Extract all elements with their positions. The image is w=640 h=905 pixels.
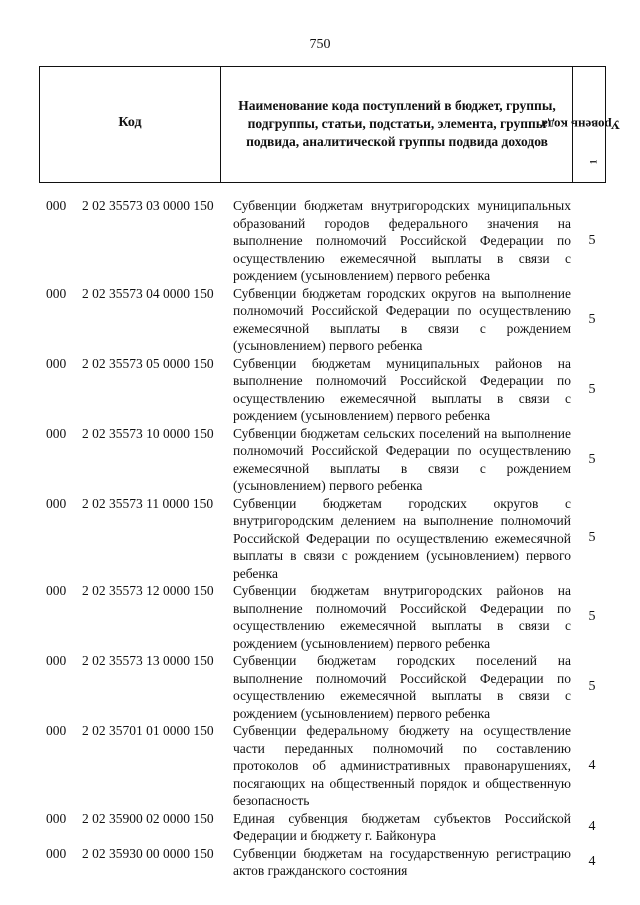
header-level-footnote: 1 xyxy=(588,159,599,164)
page-number: 750 xyxy=(309,37,331,52)
row-income-code: 2 02 35573 05 0000 150 xyxy=(82,355,214,371)
table-row xyxy=(0,285,640,355)
row-level: 5 xyxy=(588,451,596,467)
row-income-code: 2 02 35573 04 0000 150 xyxy=(82,285,214,301)
table-header xyxy=(39,66,620,183)
table-row xyxy=(0,652,640,722)
row-income-code: 2 02 35573 03 0000 150 xyxy=(82,198,214,213)
row-income-code: 2 02 35900 02 0000 150 xyxy=(82,810,214,826)
row-level: 5 xyxy=(588,609,596,624)
row-admin-code: 000 xyxy=(46,583,67,598)
header-level-label: Уровень кода xyxy=(540,117,620,133)
table-row xyxy=(0,582,640,652)
row-admin-code: 000 xyxy=(46,198,67,213)
row-admin-code: 000 xyxy=(46,845,67,861)
row-name: Субвенции бюджетам сельских поселений на выполнение полномочий Российской Федерации по осуществлению ежемесячной выплаты в связи с рождением (усыновлением) первого ребенка xyxy=(233,425,571,493)
row-admin-code: 000 xyxy=(46,285,67,301)
row-admin-code: 000 xyxy=(46,653,67,668)
row-admin-code: 000 xyxy=(46,723,67,738)
row-level: 4 xyxy=(588,757,596,773)
table-row xyxy=(0,197,640,285)
header-name: Наименование кода поступлений в бюджет, группы, подгруппы, статьи, подстатьи, элемента, группы подвида, аналитической группы подвида доходов xyxy=(238,98,556,149)
row-name: Субвенции бюджетам городских поселений на выполнение полномочий Российской Федерации по осуществлению ежемесячной выплаты в связи с рождением (усыновлением) первого ребенка xyxy=(233,653,571,721)
row-level: 5 xyxy=(588,679,596,694)
table-row xyxy=(0,355,640,425)
row-level: 5 xyxy=(588,311,596,327)
table-row xyxy=(0,425,640,495)
table-row xyxy=(0,495,640,583)
row-level: 5 xyxy=(588,530,596,546)
row-admin-code: 000 xyxy=(46,495,67,511)
row-admin-code: 000 xyxy=(46,355,67,371)
row-income-code: 2 02 35701 01 0000 150 xyxy=(82,723,214,738)
row-income-code: 2 02 35573 10 0000 150 xyxy=(82,425,214,441)
header-code: Код xyxy=(118,115,142,130)
row-admin-code: 000 xyxy=(46,425,67,441)
row-name: Субвенции бюджетам на государственную регистрацию актов гражданского состояния xyxy=(233,845,571,878)
table-row xyxy=(0,722,640,810)
row-income-code: 2 02 35573 12 0000 150 xyxy=(82,583,214,598)
table-row xyxy=(0,845,640,880)
row-admin-code: 000 xyxy=(46,810,67,826)
row-name: Субвенции бюджетам городских округов с внутригородским делением на выполнение полномочий Российской Федерации по осуществлению ежемесячной выплаты в связи с рождением (усыновлением) первого ребенка xyxy=(233,495,571,581)
row-name: Субвенции бюджетам городских округов на выполнение полномочий Российской Федерации по осуществлению ежемесячной выплаты в связи с рождением (усыновлением) первого ребенка xyxy=(233,285,571,353)
row-income-code: 2 02 35930 00 0000 150 xyxy=(82,845,214,861)
row-level: 4 xyxy=(588,819,596,834)
row-income-code: 2 02 35573 11 0000 150 xyxy=(82,495,214,511)
row-name: Единая субвенция бюджетам субъектов Российской Федерации и бюджету г. Байконура xyxy=(233,810,571,843)
row-name: Субвенции бюджетам внутригородских муниципальных образований городов федерального значения на выполнение полномочий Российской Федерации по осуществлению ежемесячной выплаты в связи с рождением (усыновлением) первого ребенка xyxy=(233,198,571,283)
row-name: Субвенции бюджетам внутригородских районов на выполнение полномочий Российской Федерации по осуществлению ежемесячной выплаты в связи с рождением (усыновлением) первого ребенка xyxy=(233,583,571,651)
row-level: 4 xyxy=(588,854,596,869)
row-level: 5 xyxy=(588,232,596,248)
table-body xyxy=(0,197,640,880)
row-income-code: 2 02 35573 13 0000 150 xyxy=(82,653,214,668)
row-name: Субвенции федеральному бюджету на осуществление части переданных полномочий по составлению протоколов об административных правонарушениях, посягающих на общественный порядок и общественную безопасность xyxy=(233,723,571,808)
header-level xyxy=(540,67,620,182)
column-divider xyxy=(220,67,221,182)
table-row xyxy=(0,810,640,845)
row-name: Субвенции бюджетам муниципальных районов на выполнение полномочий Российской Федерации по осуществлению ежемесячной выплаты в связи с рождением (усыновлением) первого ребенка xyxy=(233,355,571,423)
row-level: 5 xyxy=(588,381,596,397)
